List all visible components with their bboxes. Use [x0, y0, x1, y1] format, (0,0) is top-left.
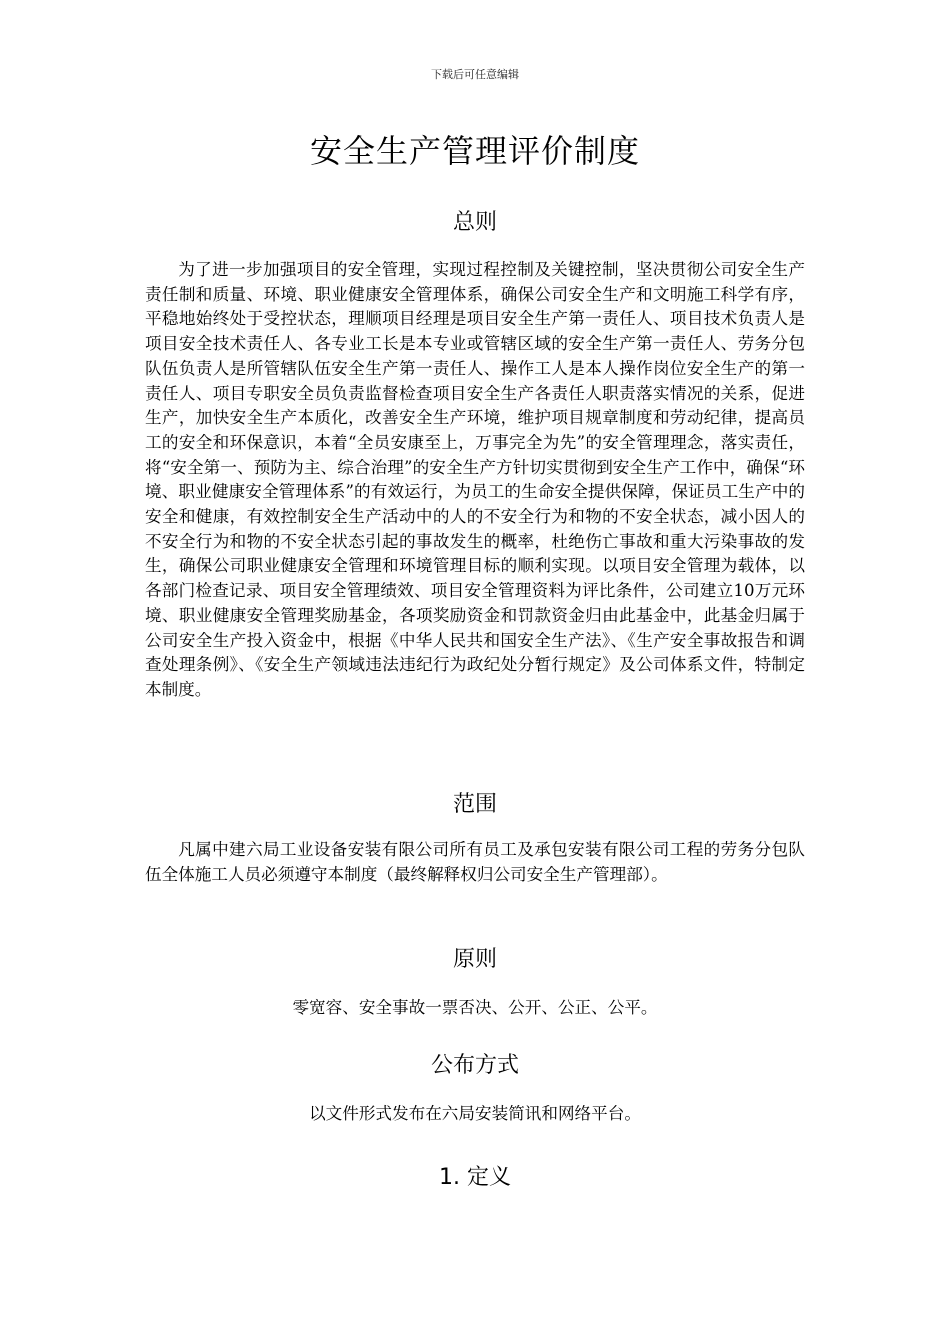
section-text-principle: 零宽容、安全事故一票否决、公开、公正、公平。	[292, 998, 658, 1017]
section-heading-principle: 原则	[452, 947, 497, 972]
section-heading-general: 总则	[452, 210, 497, 235]
section-text-publish: 以文件形式发布在六局安装简讯和网络平台。	[309, 1104, 641, 1123]
section-heading-publish: 公布方式	[430, 1053, 519, 1078]
section-heading-scope: 范围	[452, 792, 497, 817]
header-note: 下载后可任意编辑	[431, 68, 519, 81]
section-text-general: 为了进一步加强项目的安全管理，实现过程控制及关键控制，坚决贯彻公司安全生产责任制和质量、环境、职业健康安全管理体系，确保公司安全生产和文明施工科学有序，平稳地始终处于受控状态，理顺项目经理是项目安全生产第一责任人、项目技术负责人是项目安全技术责任人、各专业工长是本专业或管辖区域的安全生产第一责任人、劳务分包队伍负责人是所管辖队伍安全生产第一责任人、操作工人是本人操作岗位安全生产的第一责任人、项目专职安全员负责监督检查项目安全生产各责任人职责落实情况的关系，促进生产，加快安全生产本质化，改善安全生产环境，维护项目规章制度和劳动纪律，提高员工的安全和环保意识，本着“全员安康至上，万事完全为先”的安全管理理念，落实责任，将“安全第一、预防为主、综合治理”的安全生产方针切实贯彻到安全生产工作中，确保“环境、职业健康安全管理体系”的有效运行，为员工的生命安全提供保障，保证员工生产中的安全和健康，有效控制安全生产活动中的人的不安全行为和物的不安全状态，减小因人的不安全行为和物的不安全状态引起的事故发生的概率，杜绝伤亡事故和重大污染事故的发生，确保公司职业健康安全管理和环境管理目标的顺利实现。以项目安全管理为载体，以各部门检查记录、项目安全管理绩效、项目安全管理资料为评比条件，公司建立10万元环境、职业健康安全管理奖励基金，各项奖励资金和罚款资金归由此基金中，此基金归属于公司安全生产投入资金中，根据《中华人民共和国安全生产法》、《生产安全事故报告和调查处理条例》、《安全生产领域违法违纪行为政纪处分暂行规定》及公司体系文件，特制定本制度。	[145, 260, 805, 699]
document-title: 安全生产管理评价制度	[309, 132, 640, 170]
section-heading-definition: 1. 定义	[439, 1165, 511, 1190]
section-text-scope: 凡属中建六局工业设备安装有限公司所有员工及承包安装有限公司工程的劳务分包队伍全体施工人员必须遵守本制度（最终解释权归公司安全生产管理部）。	[145, 840, 805, 884]
